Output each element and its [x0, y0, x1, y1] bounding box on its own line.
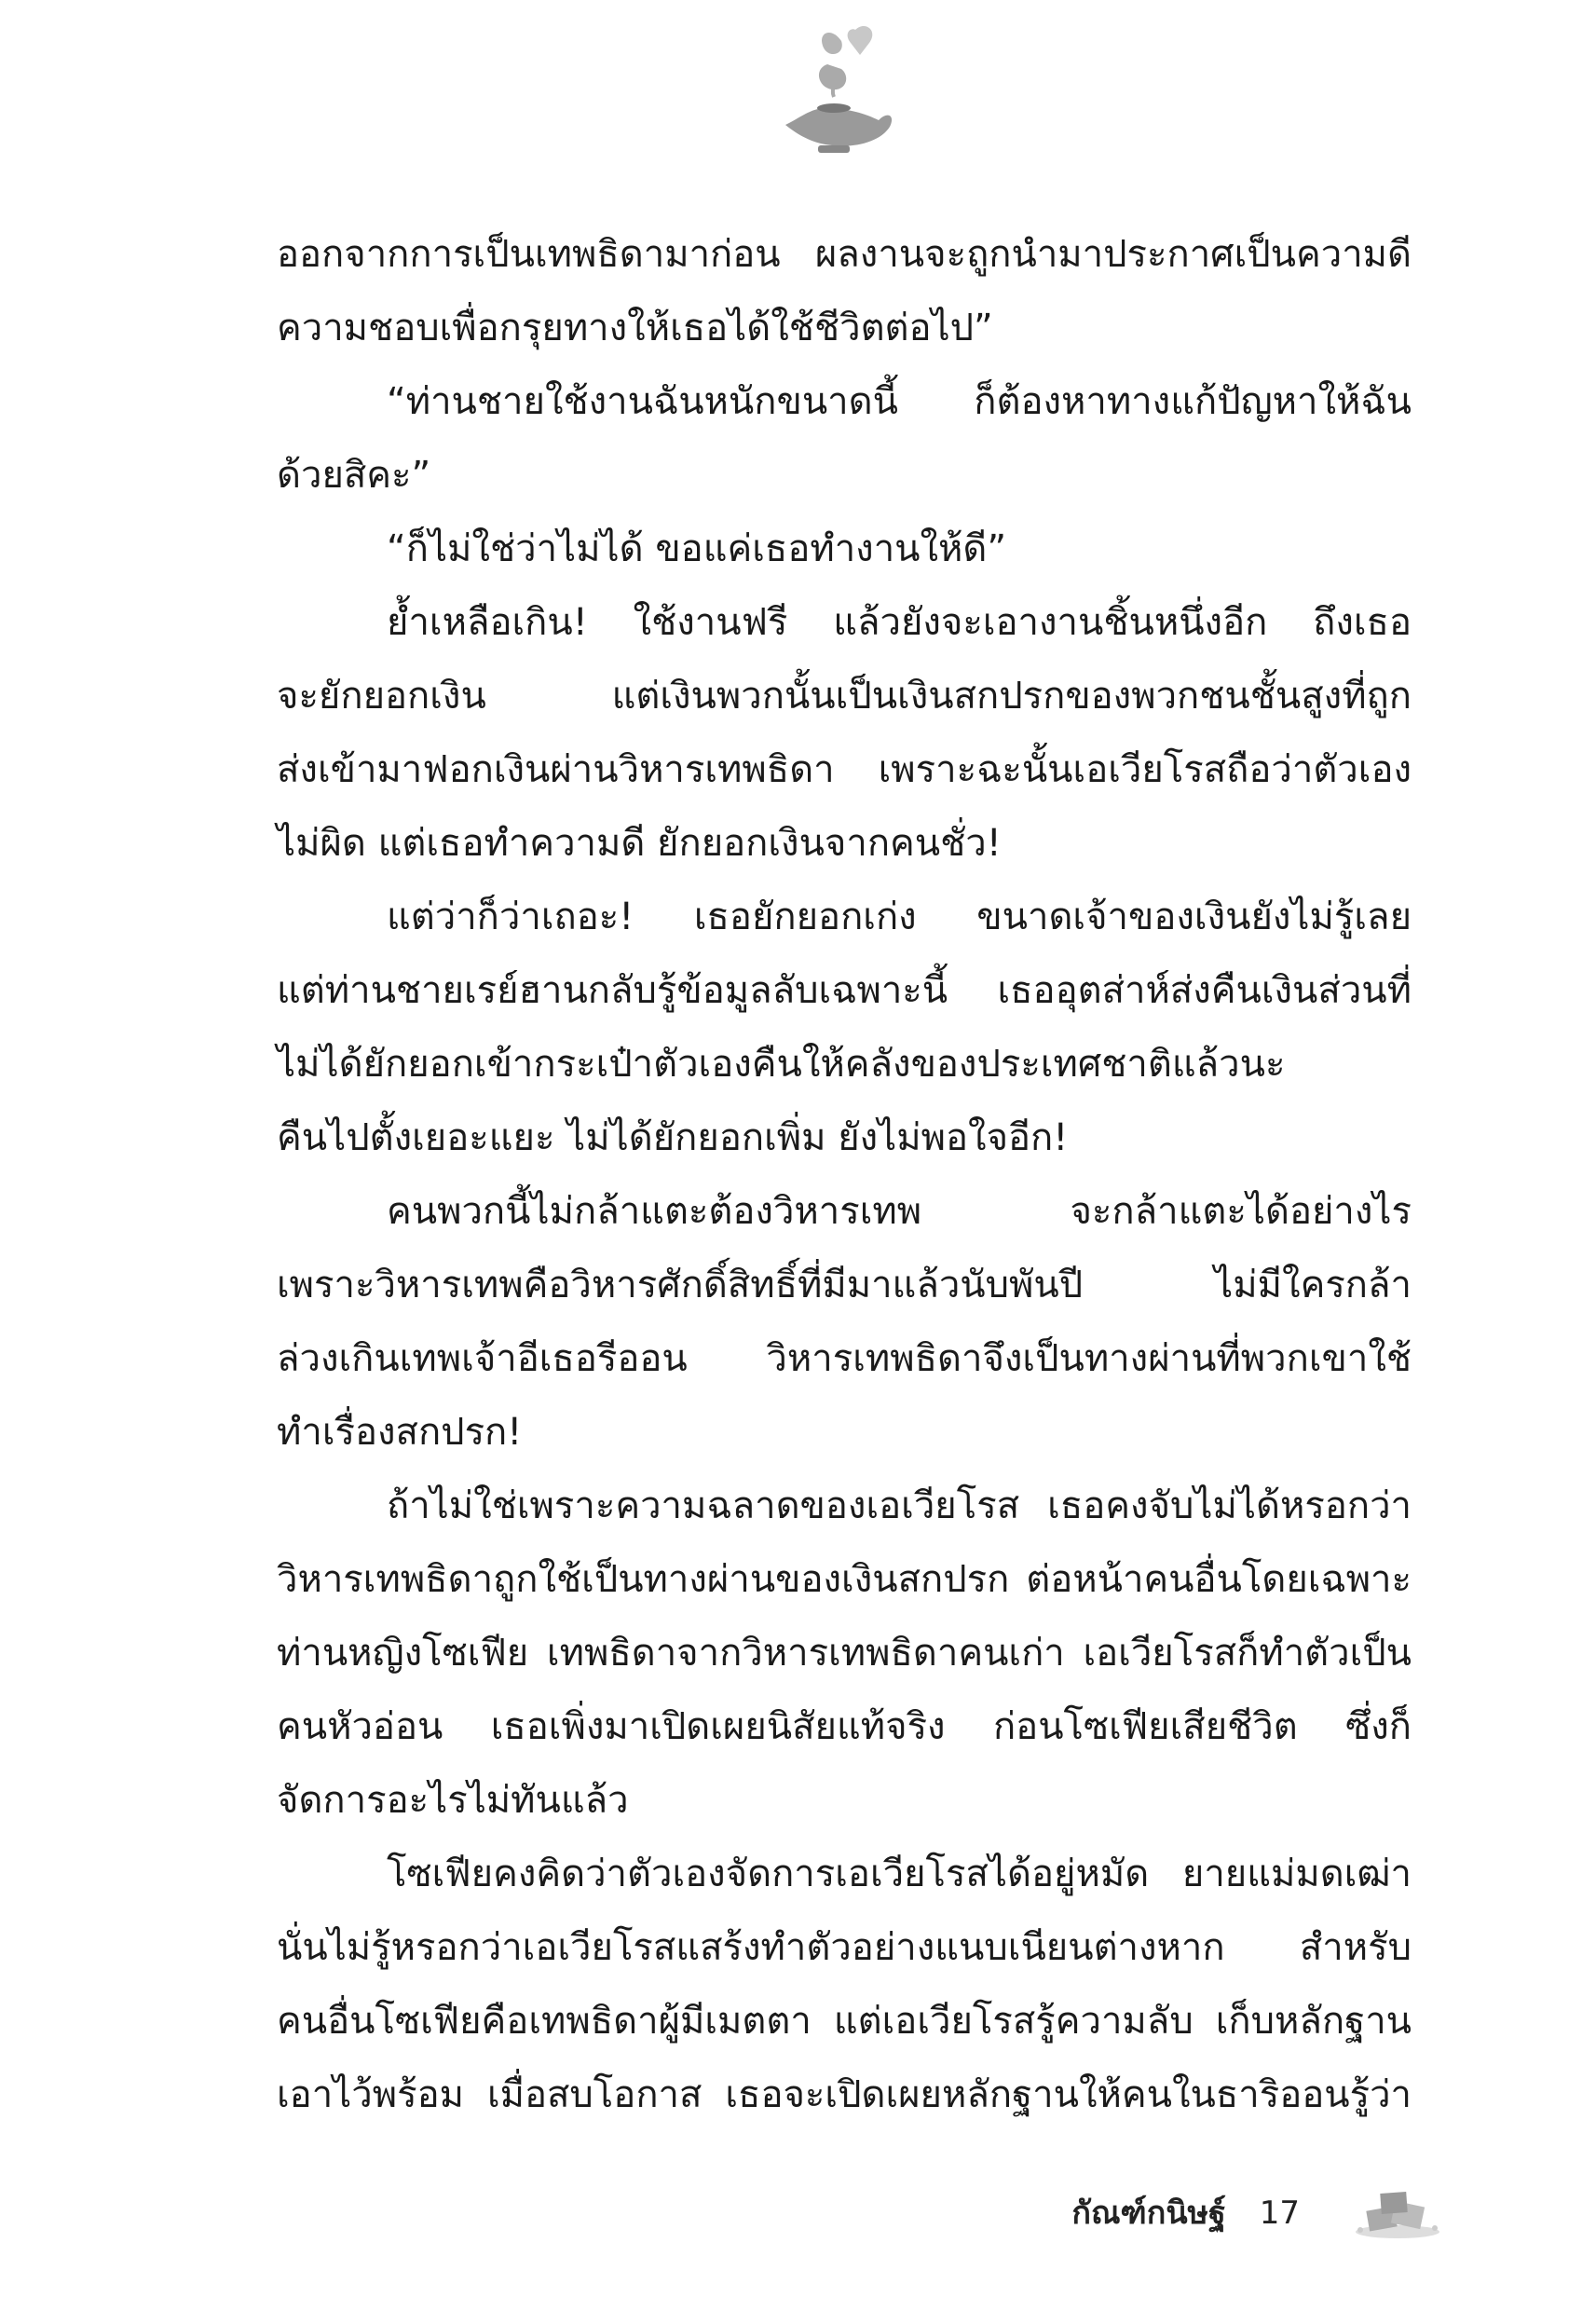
- text-line: เพราะวิหารเทพคือวิหารศักดิ์สิทธิ์ที่มีมาแล้วนับพันปี ไม่มีใครกล้า: [277, 1264, 1412, 1306]
- text-line: ส่งเข้ามาฟอกเงินผ่านวิหารเทพธิดา เพราะฉะนั้นเอเวียโรสถือว่าตัวเอง: [277, 748, 1412, 791]
- text-line: เอาไว้พร้อม เมื่อสบโอกาส เธอจะเปิดเผยหลักฐานให้คนในธาริออนรู้ว่า: [277, 2073, 1412, 2116]
- text-line: ออกจากการเป็นเทพธิดามาก่อน ผลงานจะถูกนำมาประกาศเป็นความดี: [277, 233, 1412, 276]
- text-line: ย้ำเหลือเกิน! ใช้งานฟรี แล้วยังจะเอางานชิ้นหนึ่งอีก ถึงเธอ: [387, 601, 1412, 644]
- text-line: ด้วยสิคะ”: [277, 454, 431, 497]
- text-line: คืนไปตั้งเยอะแยะ ไม่ได้ยักยอกเพิ่ม ยังไม่พอใจอีก!: [277, 1116, 1069, 1159]
- text-line: วิหารเทพธิดาถูกใช้เป็นทางผ่านของเงินสกปรก ต่อหน้าคนอื่นโดยเฉพาะ: [277, 1558, 1412, 1601]
- text-line: คนพวกนี้ไม่กล้าแตะต้องวิหารเทพ จะกล้าแตะได้อย่างไร: [387, 1190, 1412, 1233]
- text-line: จะยักยอกเงิน แต่เงินพวกนั้นเป็นเงินสกปรกของพวกชนชั้นสูงที่ถูก: [277, 675, 1412, 718]
- page-number: 17: [1259, 2195, 1300, 2232]
- text-line: ไม่ผิด แต่เธอทำความดี ยักยอกเงินจากคนชั่ว!: [277, 822, 1002, 865]
- text-line: ไม่ได้ยักยอกเข้ากระเป๋าตัวเองคืนให้คลังของประเทศชาติแล้วนะ: [277, 1043, 1286, 1086]
- text-line: แต่ว่าก็ว่าเถอะ! เธอยักยอกเก่ง ขนาดเจ้าของเงินยังไม่รู้เลย: [387, 896, 1412, 938]
- text-line: ล่วงเกินเทพเจ้าอีเธอรีออน วิหารเทพธิดาจึงเป็นทางผ่านที่พวกเขาใช้: [277, 1337, 1412, 1380]
- text-line: แต่ท่านชายเรย์ฮานกลับรู้ข้อมูลลับเฉพาะนี้ เธออุตส่าห์ส่งคืนเงินส่วนที่: [277, 969, 1412, 1012]
- text-line: จัดการอะไรไม่ทันแล้ว: [277, 1779, 629, 1822]
- text-line: “ก็ไม่ใช่ว่าไม่ได้ ขอแค่เธอทำงานให้ดี”: [387, 527, 1007, 570]
- page-footer: [1071, 2190, 1300, 2236]
- text-line: ถ้าไม่ใช่เพราะความฉลาดของเอเวียโรส เธอคงจับไม่ได้หรอกว่า: [387, 1484, 1412, 1527]
- text-line: นั่นไม่รู้หรอกว่าเอเวียโรสแสร้งทำตัวอย่างแนบเนียนต่างหาก สำหรับ: [277, 1926, 1412, 1969]
- text-line: “ท่านชายใช้งานฉันหนักขนาดนี้ ก็ต้องหาทางแก้ปัญหาให้ฉัน: [387, 380, 1412, 423]
- text-line: คนหัวอ่อน เธอเพิ่งมาเปิดเผยนิสัยแท้จริง ก่อนโซเฟียเสียชีวิต ซึ่งก็: [277, 1705, 1412, 1748]
- footer-book-title: กัณฑ์กนิษฐ์: [1071, 2195, 1226, 2232]
- money-stack-icon: [1351, 2185, 1444, 2241]
- text-line: โซเฟียคงคิดว่าตัวเองจัดการเอเวียโรสได้อยู่หมัด ยายแม่มดเฒ่า: [387, 1853, 1412, 1895]
- text-line: ท่านหญิงโซเฟีย เทพธิดาจากวิหารเทพธิดาคนเก่า เอเวียโรสก็ทำตัวเป็น: [277, 1632, 1412, 1675]
- text-line: ทำเรื่องสกปรก!: [277, 1411, 523, 1454]
- text-line: คนอื่นโซเฟียคือเทพธิดาผู้มีเมตตา แต่เอเวียโรสรู้ความลับ เก็บหลักฐาน: [277, 2000, 1412, 2043]
- text-line: ความชอบเพื่อกรุยทางให้เธอได้ใช้ชีวิตต่อไป”: [277, 307, 993, 349]
- magic-lamp-icon: [776, 22, 897, 157]
